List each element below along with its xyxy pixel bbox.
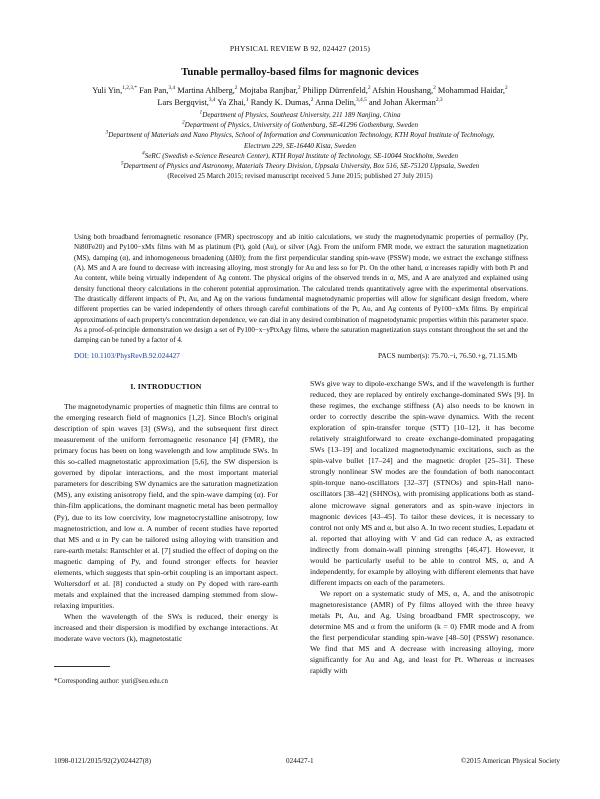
author-line: Yuli Yin,$^{1,2,3,*}$ Fan Pan,$^{3,4}$ Martina Ahlberg,$^2$ Mojtaba Ranjbar,$^2$ Philipp Dürrenfeld,$^2$ Afshin Houshang,$^2$ Mohammad Haidar,$^2$ — [92, 85, 508, 95]
author-line: Lars Bergqvist,$^{3,4}$ Ya Zhai,$^1$ Randy K. Dumas,$^2$ Anna Delin,$^{3,4,5}$ and Johan Åkerman$^{2,3}$ — [157, 96, 443, 107]
received-dates: (Received 25 March 2015; revised manuscript received 5 June 2015; published 27 July 2015) — [167, 172, 433, 181]
affiliation: $^4$SeRC (Swedish e-Science Research Center), KTH Royal Institute of Technology, SE-10044 Stockholm, Sweden — [141, 150, 458, 160]
pacs-numbers: PACS number(s): 75.70.−i, 76.50.+g, 71.15.Mb — [378, 351, 518, 360]
affiliation: $^5$Department of Physics and Astronomy, Materials Theory Division, Uppsala University, Box 516, SE-75120 Uppsala, Sweden — [120, 160, 480, 171]
left-column — [54, 381, 278, 644]
author-list — [40, 85, 560, 108]
paragraph: SWs give way to dipole-exchange SWs, and if the wavelength is further reduced, they are replaced by entirely exchange-dominated SWs [9]. In these regimes, the exchange stiffness (A) also needs to be known in order to correctly describe the spin-wave dynamics. With the recent exploration of spin-transfer torque (STT) [10–12], it has become relatively straightforward to create exchange-dominated propagating SWs [13–19] and localized magnetodynamic excitations, such as the spin-valve bullet [17–24] and the magnetic droplet [25–31]. These strongly nonlinear SW modes are the foundation of both nanocontact spin-torque nano-oscillators [32–37] (STNOs) and spin-Hall nano-oscillators [38–42] (SHNOs), with promising applications both as stand-alone microwave signal generators and as spin-wave injectors in magnonic devices [43–45]. To tailor these devices, it is necessary to control not only MS and α, but also A. In two recent studies, Lepadatu et al. reported that alloying with V and Gd can reduce A, as extracted indirectly from domain-wall pinning strengths [46,47]. However, it would be particularly useful to be able to control MS, α, and A independently, for example by alloying with different elements that have different impacts on each of the parameters. — [310, 379, 534, 587]
right-column — [310, 378, 534, 676]
issn-code: 1098-0121/2015/92(2)/024427(8) — [54, 757, 152, 765]
doi-line — [74, 351, 528, 360]
page-number: 024427-1 — [286, 757, 314, 765]
paragraph: When the wavelength of the SWs is reduced, their energy is increased and their dispersion is modified by exchange interactions. At moderate wave vectors (k), magnetostatic — [54, 611, 278, 644]
affiliation: $^2$Department of Physics, University of Gothenburg, SE-41296 Gothenburg, Sweden — [181, 119, 419, 130]
affiliation: $^1$Department of Physics, Southeast University, 211 189 Nanjing, China — [199, 109, 401, 119]
copyright: ©2015 American Physical Society — [460, 757, 560, 765]
abstract: Using both broadband ferromagnetic resonance (FMR) spectroscopy and ab initio calculations, we study the magnetodynamic properties of permalloy (Py, Ni80Fe20) and Py100−xMx films with M as platinum (Pt), gold (Au), or silver (Ag). From the uniform FMR mode, we extract the saturation magnetization (MS), damping (α), and inhomogeneous broadening (ΔH0); from the first perpendicular standing spin-wave (PSSW) mode, we extract the exchange stiffness (A). MS and A are found to decrease with increasing alloying, most strongly for Au and less so for Pt. On the other hand, α increases rapidly with both Pt and Au content, while being virtually independent of Ag content. The physical origins of the observed trends in α, MS, and A are analyzed and explained using density functional theory calculations in the coherent potential approximation. The calculated trends quantitatively agree with the experimental observations. The drastically different impacts of Pt, Au, and Ag on the various fundamental magnetodynamic properties will allow for significant design freedom, where different properties can be varied independently of others through careful combinations of the Pt, Au, and Ag contents of Py100−xMx films. By empirical approximations of each property's concentration dependence, we can dial in any desired combination of magnetodynamic properties within this parameter space. As a proof-of-principle demonstration we design a set of Py100−x−yPtxAgy films, where the saturation magnetization stays constant throughout the set and the damping can be tuned by a factor of 4. — [74, 233, 528, 345]
journal-header: PHYSICAL REVIEW B 92, 024427 (2015) — [229, 44, 371, 53]
affiliations — [34, 110, 566, 181]
affiliation: Electrum 229, SE-16440 Kista, Sweden — [244, 141, 356, 150]
corresponding-author-footnote: *Corresponding author: yuri@seu.edu.cn — [54, 678, 168, 685]
section-heading: I. INTRODUCTION — [130, 382, 202, 391]
affiliation: $^3$Department of Materials and Nano Physics, School of Information and Communication Technology, KTH Royal Institute of Technology, — [105, 130, 495, 140]
footnote-divider — [54, 666, 110, 667]
doi-link[interactable]: DOI: 10.1103/PhysRevB.92.024427 — [74, 351, 180, 360]
paragraph: We report on a systematic study of MS, α, A, and the anisotropic magnetoresistance (AMR) of Py films alloyed with the three heavy metals Pt, Au, and Ag. Using broadband FMR spectroscopy, we determine MS and α from the uniform (k = 0) FMR mode and A from the first perpendicular standing spin-wave [48–50] (PSSW) resonance. We find that MS and A decrease with increasing alloying, more significantly for Au and Ag, and least for Pt. Whereas α increases rapidly with — [310, 588, 534, 676]
paper-title: Tunable permalloy-based films for magnonic devices — [181, 67, 419, 78]
paragraph: The magnetodynamic properties of magnetic thin films are central to the emerging research field of magnonics [1,2]. Since Bloch's original description of spin waves [3] (SWs), and the subsequent first direct measurement of the uniform ferromagnetic resonance [4] (FMR), the primary focus has been on long wavelength and low amplitude SWs. In this so-called magnetostatic approximation [5,6], the SW dispersion is governed by dipolar interactions, and the most important material parameters for describing SW dynamics are the saturation magnetization (MS), any existing anisotropy field, and the spin-wave damping (α). For thin-film applications, the dominant magnetic metal has been permalloy (Py), due to its low coercivity, low magnetocrystalline anisotropy, low magnetostriction, and low α. A number of recent studies have reported that MS and α in Py can be tailored using alloying with transition and rare-earth metals: Rantschler et al. [7] studied the effect of doping on the magnetic damping of Py, and found stronger effects for heavier elements, which suggests that spin-orbit coupling is an important aspect. Woltersdorf et al. [8] conducted a study on Py doped with rare-earth metals and explained that the increased damping stemmed from slow-relaxing impurities. — [54, 402, 278, 610]
page-footer — [54, 757, 560, 765]
